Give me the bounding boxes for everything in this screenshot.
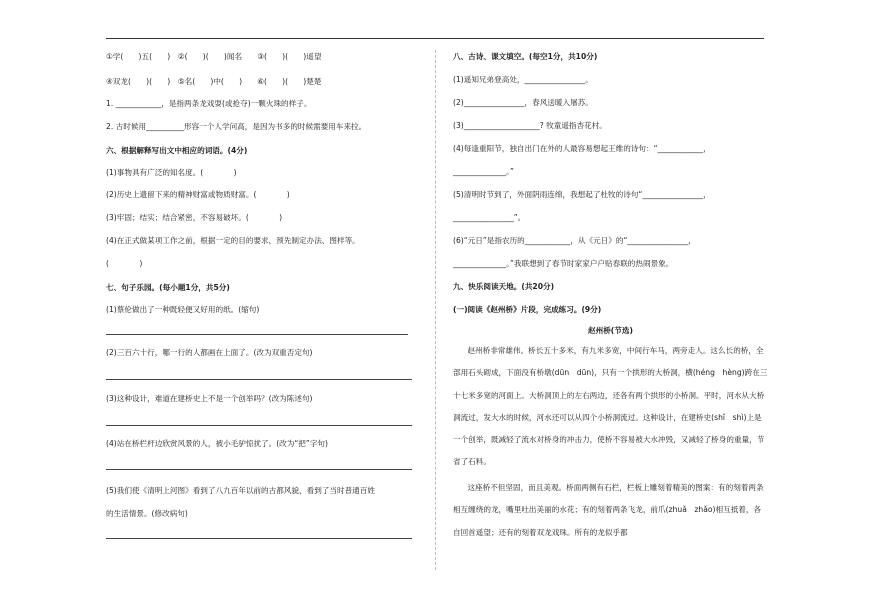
s6-item-1: (1)事物具有广泛的知名度。( ): [106, 168, 237, 177]
passage-paragraph-1: 赵州桥非常雄伟。桥长五十多米，有九米多宽，中间行车马，两旁走人。这么长的桥，全部用石头砌成，下面没有桥墩(dūn dūn)，只有一个拱形的大桥洞，横(héng hèng)跨在三十七米多宽的河面上。大桥洞顶上的左右两边，还各有两个拱形的小桥洞。平时，河水从大桥洞流过，发大水的时候，河水还可以从四个小桥洞流过。这种设计，在建桥史(shǐ shì)上是一个创举，既减轻了流水对桥身的冲击力，使桥不容易被大水冲毁，又减轻了桥身的重量，节省了石料。: [453, 346, 768, 467]
section-7-title: 七、句子乐园。(每小题1分，共5分): [106, 283, 230, 292]
s7-answer-line-3[interactable]: [106, 425, 412, 426]
pinyin-row-1: ①学( )五( ) ②( )( )闻名 ③( )( )遥望: [106, 52, 322, 61]
section-6-title: 六、根据解释写出文中相应的词语。(4分): [106, 146, 248, 155]
s6-item-4: (4)在正式做某项工作之前，根据一定的目的要求，预先制定办法、图样等。: [106, 236, 360, 245]
s7-answer-line-5[interactable]: [106, 538, 412, 539]
s8-item-3: (3)____________________? 牧童遥指杏花村。: [453, 121, 607, 130]
s8-item-5-cont: ________________”。: [453, 213, 526, 222]
column-divider: [435, 50, 436, 570]
question-2: 2. 古时候用__________形容一个人学问高，是因为书多的时候需要用车来拉。: [106, 122, 367, 131]
s6-item-4-blank: ( ): [106, 259, 143, 268]
passage-paragraph-2: 这座桥不但坚固，而且美观。桥面两侧有石栏，栏板上雕刻着精美的图案：有的刻着两条相互缠绕的龙，嘴里吐出美丽的水花；有的刻着两条飞龙，前爪(zhuǎ zhǎo)相互抵着，各自回首遥望；还有的刻着双龙戏珠。所有的龙似乎都: [453, 483, 764, 537]
s8-item-4: (4)每逢重阳节，独自出门在外的人最容易想起王维的诗句：“____________，: [453, 144, 711, 153]
s8-item-4-cont: ______________。”: [453, 167, 514, 176]
s7-item-3: (3)这种设计，难道在建桥史上不是一个创举吗？(改为陈述句): [106, 394, 313, 403]
s9-sub-heading: (一)阅读《赵州桥》片段，完成练习。(9分): [453, 305, 602, 314]
s7-item-1: (1)蔡伦做出了一种既轻便又好用的纸。(缩句): [106, 305, 260, 314]
section-8-title: 八、古诗、课文填空。(每空1分，共10分): [453, 52, 598, 61]
s8-item-6-cont: ______________。”我联想到了春节时家家户户贴春联的热闹景象。: [453, 259, 674, 268]
s7-answer-line-2[interactable]: [106, 379, 412, 380]
section-9-title: 九、快乐阅读天地。(共20分): [453, 282, 555, 291]
passage-title: 赵州桥(节选): [588, 326, 633, 335]
pinyin-row-2: ④双龙( )( ) ⑤名( )中( ) ⑥( )( )楚楚: [106, 77, 322, 86]
s8-item-1: (1)遥知兄弟登高处，________________。: [453, 75, 593, 84]
s6-item-3: (3)牢固；结实；结合紧密，不容易破坏。( ): [106, 213, 283, 222]
s8-item-2: (2)________________，春风送暖入屠苏。: [453, 98, 593, 107]
s7-answer-line-1[interactable]: [106, 334, 408, 335]
s7-item-2: (2)三百六十行，哪一行的人都画在上面了。(改为双重否定句): [106, 348, 313, 357]
header-rule: [106, 38, 764, 39]
s7-answer-line-4[interactable]: [106, 469, 412, 470]
s7-item-4: (4)站在桥栏杆边欣赏风景的人，被小毛驴惊扰了。(改为“把”字句): [106, 439, 328, 448]
question-1: 1. ____________，是指两条龙戏耍(或抢夺)一颗火珠的样子。: [106, 99, 312, 108]
s8-item-6: (6)“元日”是指农历的____________，从《元日》的“________________，: [453, 236, 696, 245]
s7-item-5: (5)我们使《清明上河图》看到了八九百年以前的古都风貌，看到了当时普通百姓: [106, 486, 375, 495]
s7-item-5-cont: 的生活情景。(修改病句): [106, 509, 188, 518]
s6-item-2: (2)历史上遗留下来的精神财富或物质财富。( ): [106, 190, 290, 199]
s8-item-5: (5)清明时节到了，外面阴雨连绵，我想起了杜牧的诗句“________________，: [453, 190, 711, 199]
